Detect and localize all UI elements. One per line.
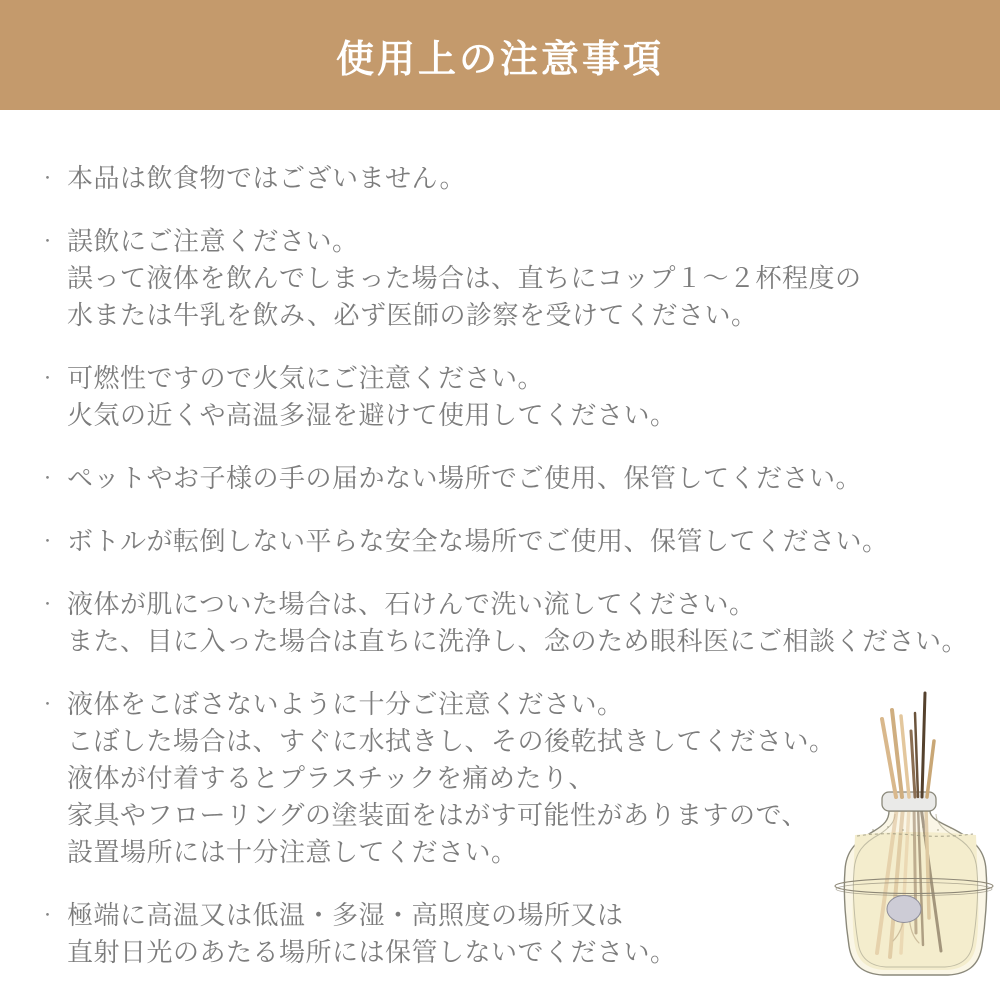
bullet-dot-icon: ・ (40, 596, 56, 613)
item-line: 火気の近くや高温多湿を避けて使用してください。 (67, 400, 677, 430)
list-item (40, 460, 980, 497)
page-title: 使用上の注意事項 (335, 38, 664, 81)
bullet-dot-icon: ・ (40, 533, 56, 550)
list-item (40, 360, 980, 434)
item-line: 極端に高温又は低温・多湿・高照度の場所又は (67, 900, 624, 930)
bullet-dot-icon: ・ (40, 696, 56, 713)
bullet-dot-icon: ・ (40, 233, 56, 250)
reed-sticks-above (882, 693, 934, 797)
list-item (40, 223, 980, 334)
item-line: また、目に入った場合は直ちに洗浄し、念のため眼科医にご相談ください。 (67, 626, 969, 656)
bullet-dot-icon: ・ (40, 470, 56, 487)
item-line: こぼした場合は、すぐに水拭きし、その後乾拭きしてください。 (67, 726, 836, 756)
bullet-dot-icon: ・ (40, 907, 56, 924)
item-line: 誤って液体を飲んでしまった場合は、直ちにコップ１～２杯程度の (67, 263, 862, 293)
list-item (40, 523, 980, 560)
page-header (0, 0, 1000, 110)
item-line: 液体が付着するとプラスチックを痛めたり、 (67, 763, 595, 793)
list-item (40, 586, 980, 660)
item-line: 液体をこぼさないように十分ご注意ください。 (67, 689, 624, 719)
item-line: 可燃性ですので火気にご注意ください。 (67, 363, 545, 393)
item-line: 直射日光のあたる場所には保管しないでください。 (67, 937, 677, 967)
reed-diffuser-illustration (833, 683, 998, 983)
item-line: ペットやお子様の手の届かない場所でご使用、保管してください。 (67, 463, 863, 493)
item-line: 家具やフローリングの塗装面をはがす可能性がありますので、 (67, 800, 808, 830)
bullet-dot-icon: ・ (40, 170, 56, 187)
item-line: ボトルが転倒しない平らな安全な場所でご使用、保管してください。 (67, 526, 889, 556)
item-line: 本品は飲食物ではございません。 (67, 163, 467, 193)
item-line: 誤飲にご注意ください。 (67, 226, 359, 256)
list-item (40, 160, 980, 197)
item-line: 水または牛乳を飲み、必ず医師の診察を受けてください。 (67, 300, 758, 330)
tag (887, 896, 921, 923)
bullet-dot-icon: ・ (40, 370, 56, 387)
item-line: 設置場所には十分注意してください。 (67, 837, 518, 867)
item-line: 液体が肌についた場合は、石けんで洗い流してください。 (67, 589, 756, 619)
